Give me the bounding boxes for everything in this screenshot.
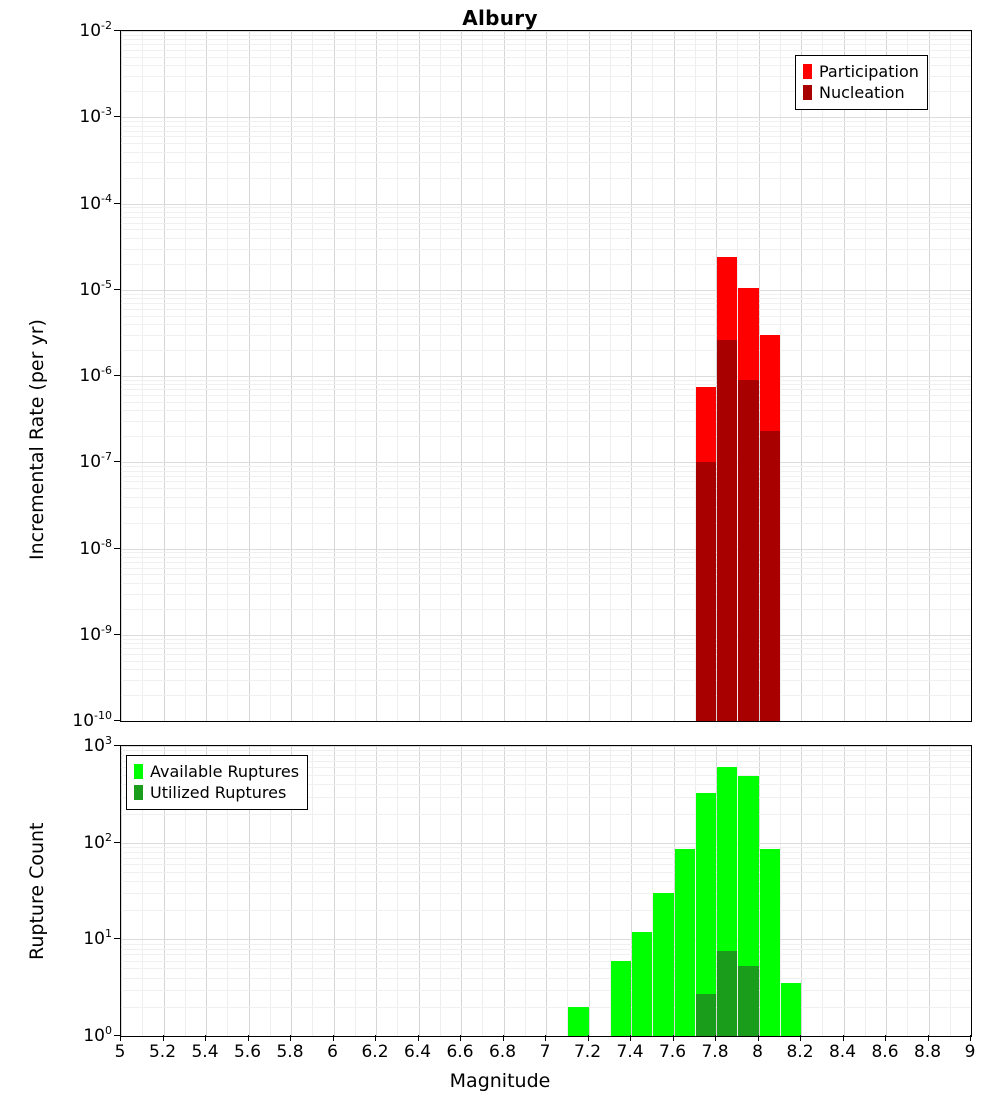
y-tick-label: $10^{-9}$ (79, 622, 112, 645)
x-tick-label: 8 (752, 1042, 763, 1062)
y-tick-label: $10^{-4}$ (79, 191, 112, 214)
legend-label: Available Ruptures (150, 762, 300, 781)
x-tick-mark (885, 1035, 886, 1041)
x-tick-mark (588, 1035, 589, 1041)
bar (568, 1007, 588, 1036)
x-tick-label: 6 (327, 1042, 338, 1062)
y-tick-mark (114, 720, 120, 721)
legend-swatch (134, 785, 143, 800)
x-tick-label: 6.8 (488, 1042, 517, 1062)
x-tick-label: 8.4 (828, 1042, 857, 1062)
x-tick-label: 7.6 (658, 1042, 687, 1062)
legend-swatch (803, 64, 812, 79)
x-tick-label: 8.6 (871, 1042, 899, 1062)
y-tick-label: $10^{-2}$ (79, 19, 112, 41)
top-y-axis-label: Incremental Rate (per yr) (26, 319, 48, 560)
legend-label: Utilized Ruptures (150, 783, 287, 802)
bar (696, 994, 716, 1036)
bar (738, 380, 758, 721)
y-tick-label: $10^{-10}$ (72, 709, 112, 731)
x-tick-label: 9 (964, 1042, 976, 1062)
x-tick-label: 5.2 (148, 1042, 177, 1062)
y-tick-label: $10^1$ (83, 927, 112, 950)
incremental-rate-plot (120, 30, 972, 722)
y-tick-mark (114, 203, 120, 204)
bar (760, 849, 780, 1036)
bottom-y-axis-label: Rupture Count (26, 822, 48, 960)
x-tick-mark (290, 1035, 291, 1041)
x-tick-mark (673, 1035, 674, 1041)
x-tick-mark (545, 1035, 546, 1041)
x-tick-label: 6.6 (446, 1042, 474, 1062)
y-tick-label: $10^{-6}$ (79, 364, 112, 386)
x-axis-label: Magnitude (449, 1070, 551, 1092)
x-tick-mark (418, 1035, 419, 1041)
legend-item (803, 61, 919, 82)
x-tick-mark (120, 1035, 121, 1041)
x-tick-label: 5 (114, 1042, 126, 1062)
legend-swatch (803, 85, 812, 100)
x-tick-mark (163, 1035, 164, 1041)
x-tick-mark (715, 1035, 716, 1041)
legend-item (134, 761, 299, 782)
x-tick-mark (843, 1035, 844, 1041)
legend-item (803, 82, 919, 103)
y-tick-mark (114, 289, 120, 290)
y-tick-label: $10^{-8}$ (79, 536, 112, 559)
x-tick-mark (375, 1035, 376, 1041)
legend-swatch (134, 764, 143, 779)
bar (653, 893, 673, 1036)
x-tick-mark (333, 1035, 334, 1041)
y-tick-mark (114, 634, 120, 635)
top-legend (795, 55, 928, 110)
legend-label: Participation (819, 62, 919, 81)
y-tick-label: $10^{-3}$ (79, 105, 112, 128)
y-tick-mark (114, 842, 120, 843)
y-tick-mark (114, 548, 120, 549)
y-tick-mark (114, 461, 120, 462)
legend-item (134, 782, 299, 803)
x-tick-label: 8.8 (913, 1042, 942, 1062)
x-tick-mark (205, 1035, 206, 1041)
bottom-legend (126, 755, 308, 810)
y-tick-mark (114, 938, 120, 939)
bar (738, 966, 758, 1036)
bar (611, 961, 631, 1036)
x-tick-mark (248, 1035, 249, 1041)
y-tick-label: $10^{-7}$ (79, 450, 112, 473)
x-tick-mark (503, 1035, 504, 1041)
y-tick-label: $10^2$ (83, 830, 112, 853)
page-title: Albury (462, 6, 538, 30)
bar (675, 849, 695, 1036)
x-tick-label: 5.8 (276, 1042, 304, 1062)
y-tick-label: $10^3$ (83, 734, 112, 756)
bar (717, 951, 737, 1036)
y-tick-label: $10^0$ (83, 1024, 112, 1046)
x-tick-mark (928, 1035, 929, 1041)
legend-label: Nucleation (819, 83, 905, 102)
x-tick-label: 7.2 (573, 1042, 602, 1062)
x-tick-mark (800, 1035, 801, 1041)
y-tick-mark (114, 745, 120, 746)
x-tick-mark (758, 1035, 759, 1041)
x-tick-label: 7.8 (701, 1042, 729, 1062)
bar (760, 431, 780, 721)
y-tick-label: $10^{-5}$ (79, 277, 112, 300)
x-tick-mark (970, 1035, 971, 1041)
y-tick-mark (114, 116, 120, 117)
bar (632, 932, 652, 1036)
bar (781, 983, 801, 1036)
x-tick-label: 8.2 (786, 1042, 814, 1062)
bar (696, 462, 716, 721)
x-tick-label: 5.6 (233, 1042, 262, 1062)
y-tick-mark (114, 30, 120, 31)
x-tick-mark (630, 1035, 631, 1041)
x-tick-label: 6.2 (361, 1042, 389, 1062)
x-tick-label: 7.4 (616, 1042, 644, 1062)
x-tick-mark (460, 1035, 461, 1041)
y-tick-mark (114, 375, 120, 376)
bar (717, 340, 737, 721)
x-tick-label: 7 (539, 1042, 551, 1062)
x-tick-label: 6.4 (403, 1042, 432, 1062)
x-tick-label: 5.4 (191, 1042, 219, 1062)
